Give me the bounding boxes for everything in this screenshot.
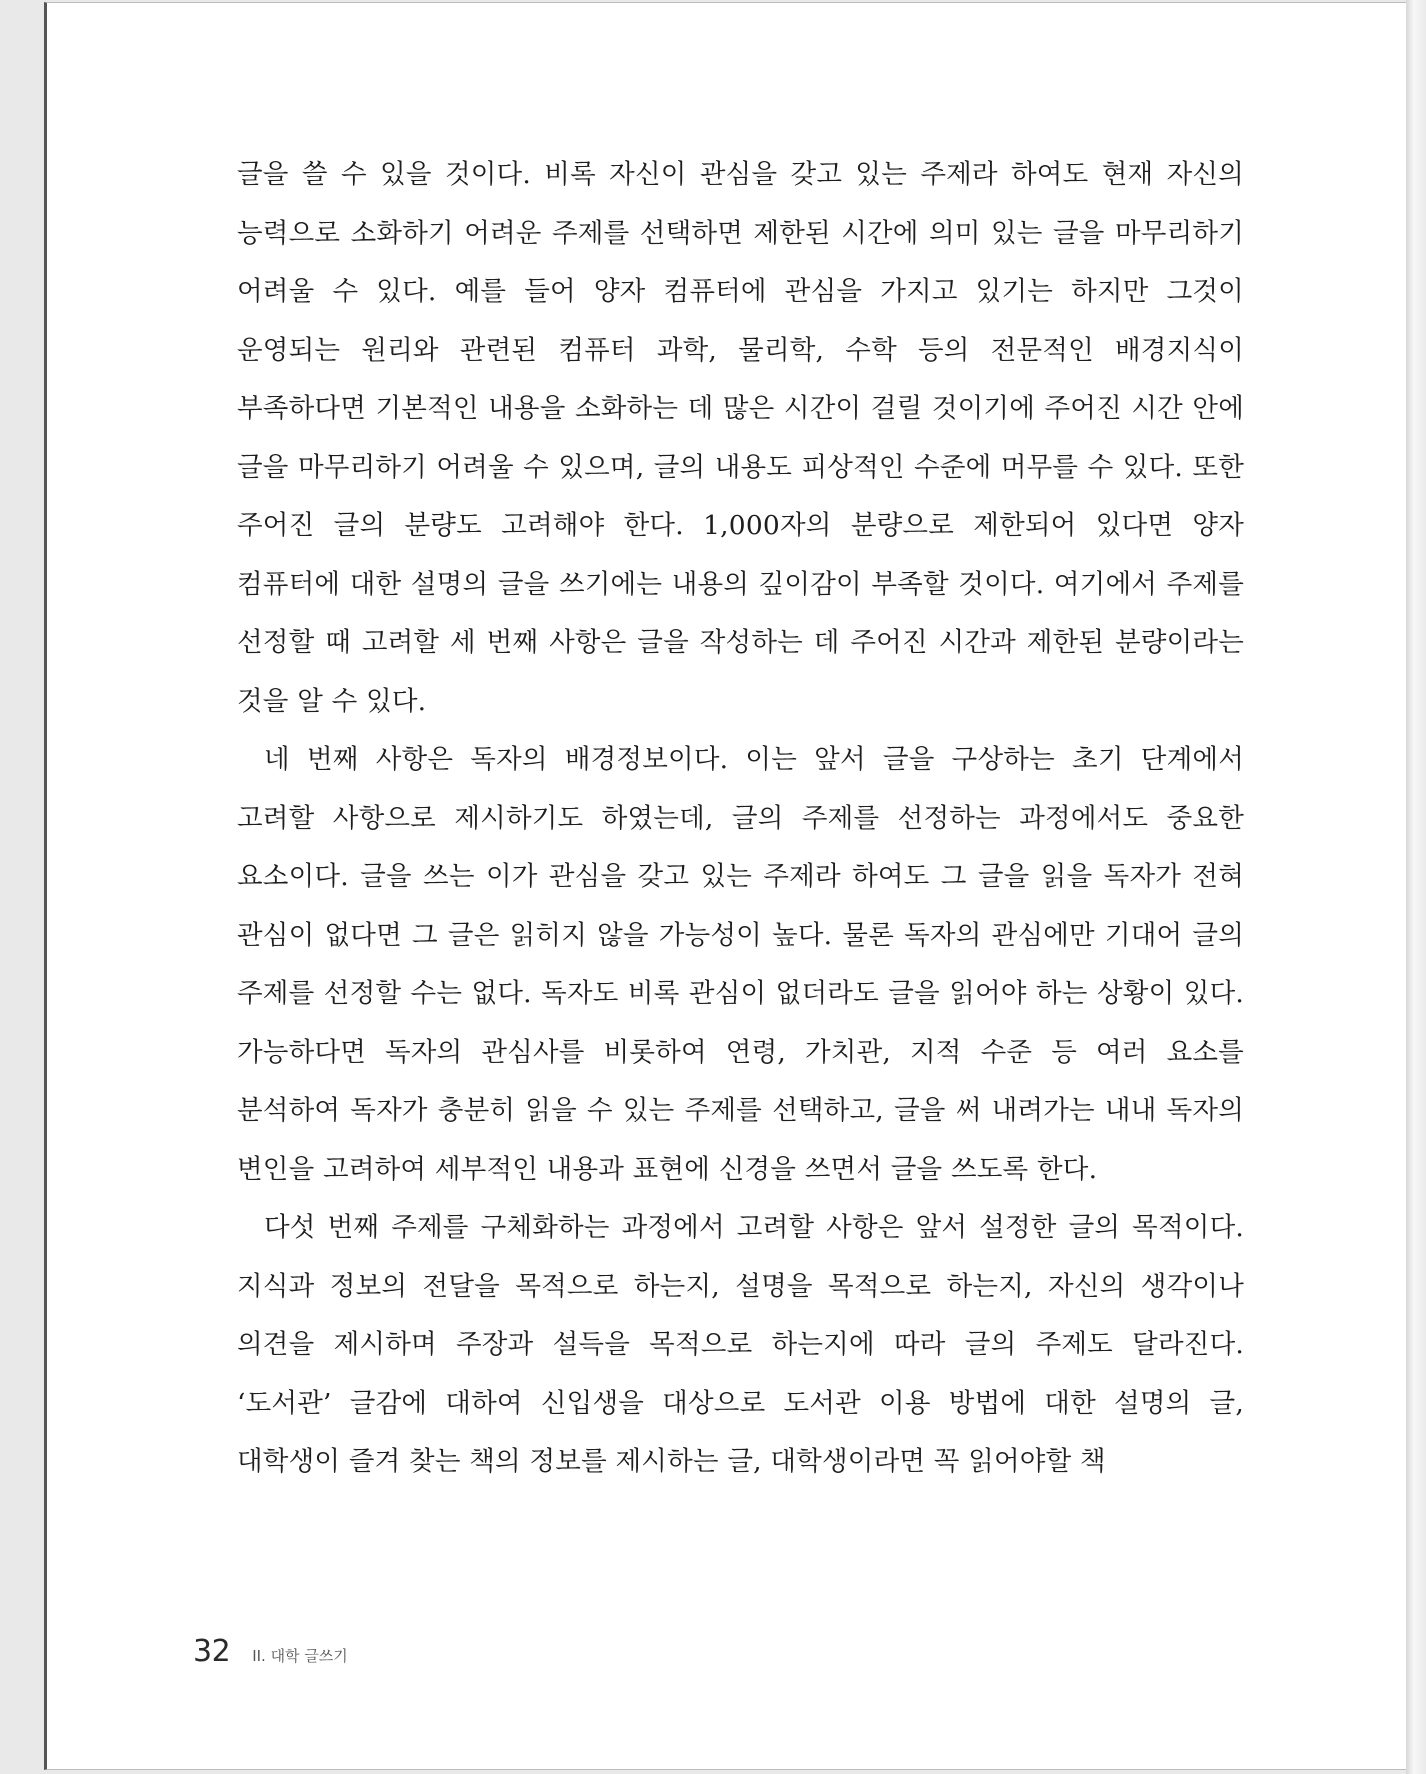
page-number: 32: [193, 1634, 231, 1669]
book-page: [44, 2, 1406, 1770]
page-edge-shadow: [1406, 0, 1426, 1774]
page-footer: [193, 1634, 348, 1674]
paragraph-2: 네 번째 사항은 독자의 배경정보이다. 이는 앞서 글을 구상하는 초기 단계에서 고려할 사항으로 제시하기도 하였는데, 글의 주제를 선정하는 과정에서도 중요한 요소이다. 글을 쓰는 이가 관심을 갖고 있는 주제라 하여도 그 글을 읽을 독자가 전혀 관심이 없다면 그 글은 읽히지 않을 가능성이 높다. 물론 독자의 관심에만 기대어 글의 주제를 선정할 수는 없다. 독자도 비록 관심이 없더라도 글을 읽어야 하는 상황이 있다. 가능하다면 독자의 관심사를 비롯하여 연령, 가치관, 지적 수준 등 여러 요소를 분석하여 독자가 충분히 읽을 수 있는 주제를 선택하고, 글을 써 내려가는 내내 독자의 변인을 고려하여 세부적인 내용과 표현에 신경을 쓰면서 글을 쓰도록 한다.: [237, 744, 1244, 1185]
chapter-label: II. 대학 글쓰기: [252, 1647, 348, 1665]
body-text: [237, 146, 1244, 1492]
paragraph-3: 다섯 번째 주제를 구체화하는 과정에서 고려할 사항은 앞서 설정한 글의 목적이다. 지식과 정보의 전달을 목적으로 하는지, 설명을 목적으로 하는지, 자신의 생각이나 의견을 제시하며 주장과 설득을 목적으로 하는지에 따라 글의 주제도 달라진다. ‘도서관’ 글감에 대하여 신입생을 대상으로 도서관 이용 방법에 대한 설명의 글, 대학생이 즐겨 찾는 책의 정보를 제시하는 글, 대학생이라면 꼭 읽어야할 책: [237, 1212, 1244, 1477]
paragraph-1: 글을 쓸 수 있을 것이다. 비록 자신이 관심을 갖고 있는 주제라 하여도 현재 자신의 능력으로 소화하기 어려운 주제를 선택하면 제한된 시간에 의미 있는 글을 마무리하기 어려울 수 있다. 예를 들어 양자 컴퓨터에 관심을 가지고 있기는 하지만 그것이 운영되는 원리와 관련된 컴퓨터 과학, 물리학, 수학 등의 전문적인 배경지식이 부족하다면 기본적인 내용을 소화하는 데 많은 시간이 걸릴 것이기에 주어진 시간 안에 글을 마무리하기 어려울 수 있으며, 글의 내용도 피상적인 수준에 머무를 수 있다. 또한 주어진 글의 분량도 고려해야 한다. 1,000자의 분량으로 제한되어 있다면 양자 컴퓨터에 대한 설명의 글을 쓰기에는 내용의 깊이감이 부족할 것이다. 여기에서 주제를 선정할 때 고려할 세 번째 사항은 글을 작성하는 데 주어진 시간과 제한된 분량이라는 것을 알 수 있다.: [237, 159, 1244, 717]
